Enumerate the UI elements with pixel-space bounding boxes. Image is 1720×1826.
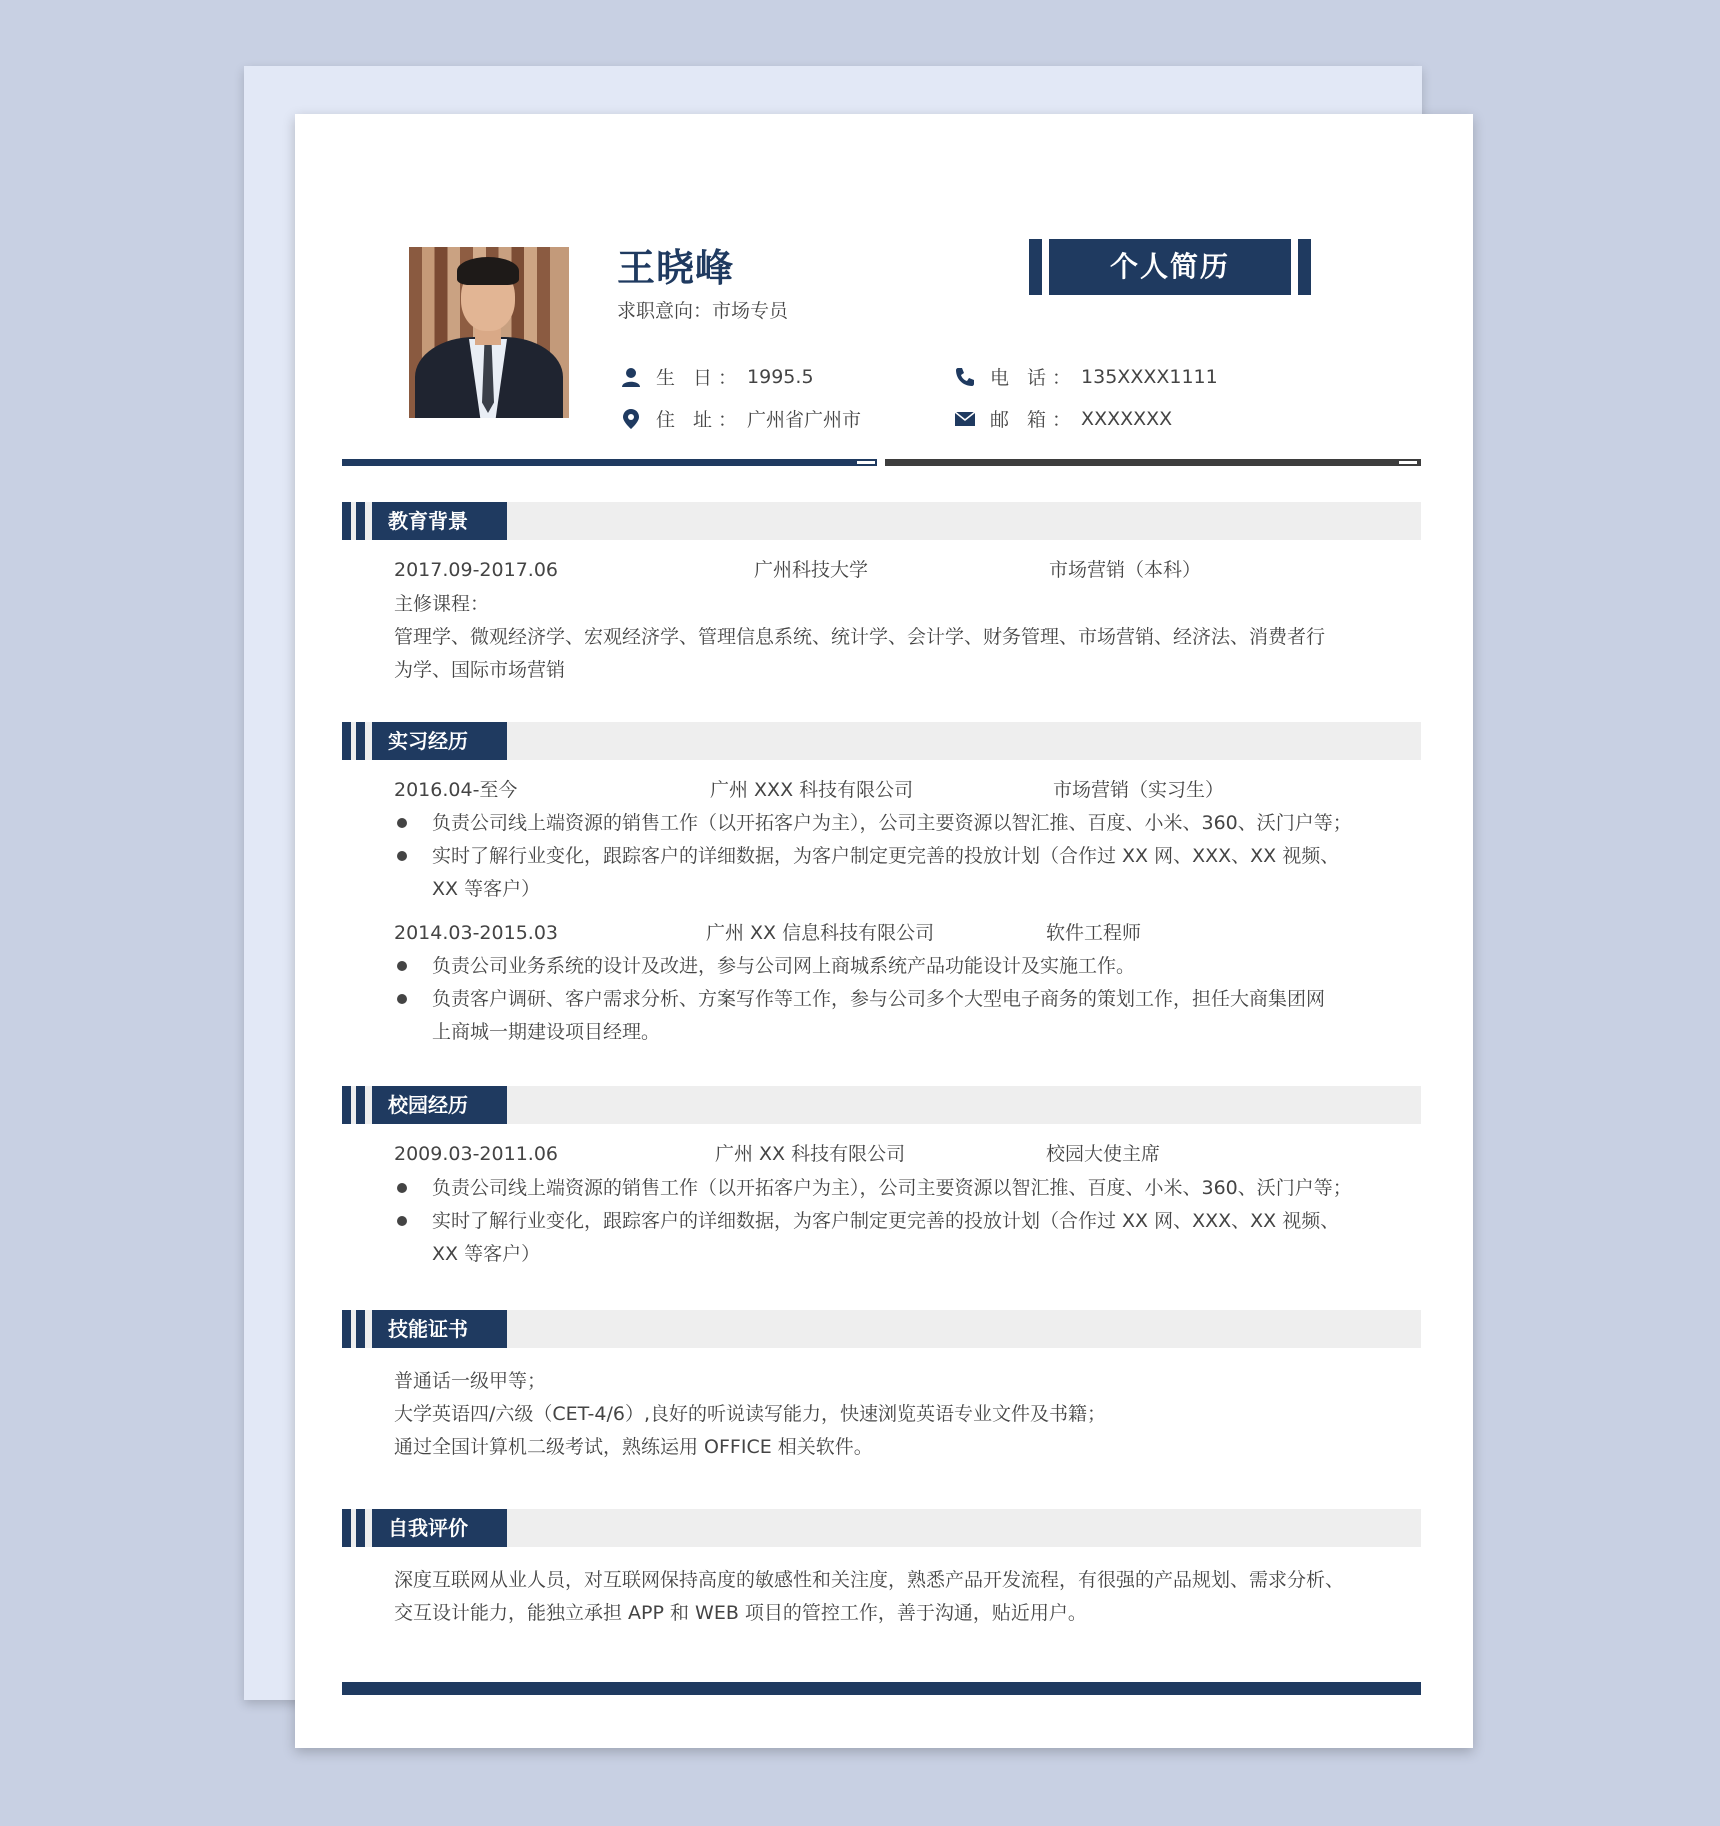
- section-title: 实习经历: [372, 722, 507, 760]
- resume-page: 王晓峰 求职意向：市场专员 个人简历 生 日： 1995.5 住 址： 广州省广州市 电 话： 135XXXX1111 邮 箱： XXXXXXX 教育背景 2017.09-2017.06 广州科技大学 市场营销（本科） 主修课程： 管理学、微观经济学、宏观经济学、管理信息系统、统计学、会计学、财务管理、市场营销、经济法、消费者行 为学、国际市场营销 实习经历 2016.04-至今 广州 XXX 科技有限公司 市场营销（实习生） 负责公司线上端资源的销售工作（以开拓客户为主），公司主要资源以智汇推、百度、小米、360、沃门户等； 实时了解行业变化，跟踪客户的详细数据，为客户制定更完善的投放计划（合作过 XX 网、XXX、XX 视频、 XX 等客户） 2014.03-2015.03 广州 XX 信息科技有限公司 软件工程师 负责公司业务系统的设计及改进，参与公司网上商城系统产品功能设计及实施工作。 负责客户调研、客户需求分析、方案写作等工作，参与公司多个大型电子商务的策划工作，担任大商集团网 上商城一期建设项目经理。 校园经历 2009.03-2011.06 广州 XX 科技有限公司 校园大使主席 负责公司线上端资源的销售工作（以开拓客户为主），公司主要资源以智汇推、百度、小米、360、沃门户等； 实时了解行业变化，跟踪客户的详细数据，为客户制定更完善的投放计划（合作过 XX 网、XXX、XX 视频、 XX 等客户） 技能证书 普通话一级甲等； 大学英语四/六级（CET-4/6）,良好的听说读写能力，快速浏览英语专业文件及书籍； 通过全国计算机二级考试，熟练运用 OFFICE 相关软件。 自我评价 深度互联网从业人员，对互联网保持高度的敏感性和关注度，熟悉产品开发流程，有很强的产品规划、需求分析、 交互设计能力，能独立承担 APP 和 WEB 项目的管控工作，善于沟通，贴近用户。: [295, 114, 1473, 1748]
- candidate-name: 王晓峰: [617, 246, 735, 290]
- list-item: 负责公司业务系统的设计及改进，参与公司网上商城系统产品功能设计及实施工作。: [394, 950, 1354, 983]
- list-item: 负责客户调研、客户需求分析、方案写作等工作，参与公司多个大型电子商务的策划工作，担任大商集团网: [394, 983, 1354, 1016]
- education-date: 2017.09-2017.06: [394, 559, 558, 581]
- envelope-icon: [954, 408, 976, 430]
- header-divider-right: [885, 459, 1421, 466]
- birth-info: 生 日： 1995.5: [620, 363, 814, 390]
- skill-line: 通过全国计算机二级考试，熟练运用 OFFICE 相关软件。: [394, 1436, 873, 1458]
- education-major: 市场营销（本科）: [1049, 559, 1202, 581]
- address-info: 住 址： 广州省广州市: [620, 405, 861, 432]
- list-item-continued: XX 等客户）: [432, 878, 541, 900]
- email-info: 邮 箱： XXXXXXX: [954, 405, 1172, 432]
- location-pin-icon: [620, 408, 642, 430]
- section-title: 校园经历: [372, 1086, 507, 1124]
- section-title: 技能证书: [372, 1310, 507, 1348]
- section-header-self-evaluation: [342, 1509, 1421, 1547]
- list-item-continued: 上商城一期建设项目经理。: [432, 1021, 661, 1043]
- skill-line: 大学英语四/六级（CET-4/6）,良好的听说读写能力，快速浏览英语专业文件及书籍；: [394, 1403, 1107, 1425]
- phone-icon: [954, 366, 976, 388]
- section-title: 教育背景: [372, 502, 507, 540]
- list-item-continued: XX 等客户）: [432, 1243, 541, 1265]
- self-evaluation-line-1: 深度互联网从业人员，对互联网保持高度的敏感性和关注度，熟悉产品开发流程，有很强的产品规划、需求分析、: [394, 1569, 1345, 1591]
- list-item: 负责公司线上端资源的销售工作（以开拓客户为主），公司主要资源以智汇推、百度、小米、360、沃门户等；: [394, 1172, 1354, 1205]
- education-school: 广州科技大学: [754, 559, 869, 581]
- section-header-internship: [342, 722, 1421, 760]
- job-intention: 求职意向：市场专员: [617, 300, 789, 322]
- profile-photo: [409, 247, 569, 418]
- section-header-education: [342, 502, 1421, 540]
- section-header-skills: [342, 1310, 1421, 1348]
- section-title: 自我评价: [372, 1509, 507, 1547]
- list-item: 负责公司线上端资源的销售工作（以开拓客户为主），公司主要资源以智汇推、百度、小米、360、沃门户等；: [394, 807, 1354, 840]
- person-icon: [620, 366, 642, 388]
- courses-label: 主修课程：: [394, 593, 490, 615]
- header-divider-left: [342, 459, 877, 466]
- resume-title: 个人简历: [1049, 239, 1291, 295]
- courses-line-2: 为学、国际市场营销: [394, 659, 566, 681]
- footer-bar: [342, 1682, 1421, 1695]
- list-item: 实时了解行业变化，跟踪客户的详细数据，为客户制定更完善的投放计划（合作过 XX 网、XXX、XX 视频、: [394, 1205, 1354, 1238]
- resume-title-block: [1029, 239, 1311, 295]
- courses-line-1: 管理学、微观经济学、宏观经济学、管理信息系统、统计学、会计学、财务管理、市场营销、经济法、消费者行: [394, 626, 1326, 648]
- phone-info: 电 话： 135XXXX1111: [954, 363, 1218, 390]
- list-item: 实时了解行业变化，跟踪客户的详细数据，为客户制定更完善的投放计划（合作过 XX 网、XXX、XX 视频、: [394, 840, 1354, 873]
- self-evaluation-line-2: 交互设计能力，能独立承担 APP 和 WEB 项目的管控工作，善于沟通，贴近用户。: [394, 1602, 1087, 1624]
- skill-line: 普通话一级甲等；: [394, 1370, 547, 1392]
- section-header-campus: [342, 1086, 1421, 1124]
